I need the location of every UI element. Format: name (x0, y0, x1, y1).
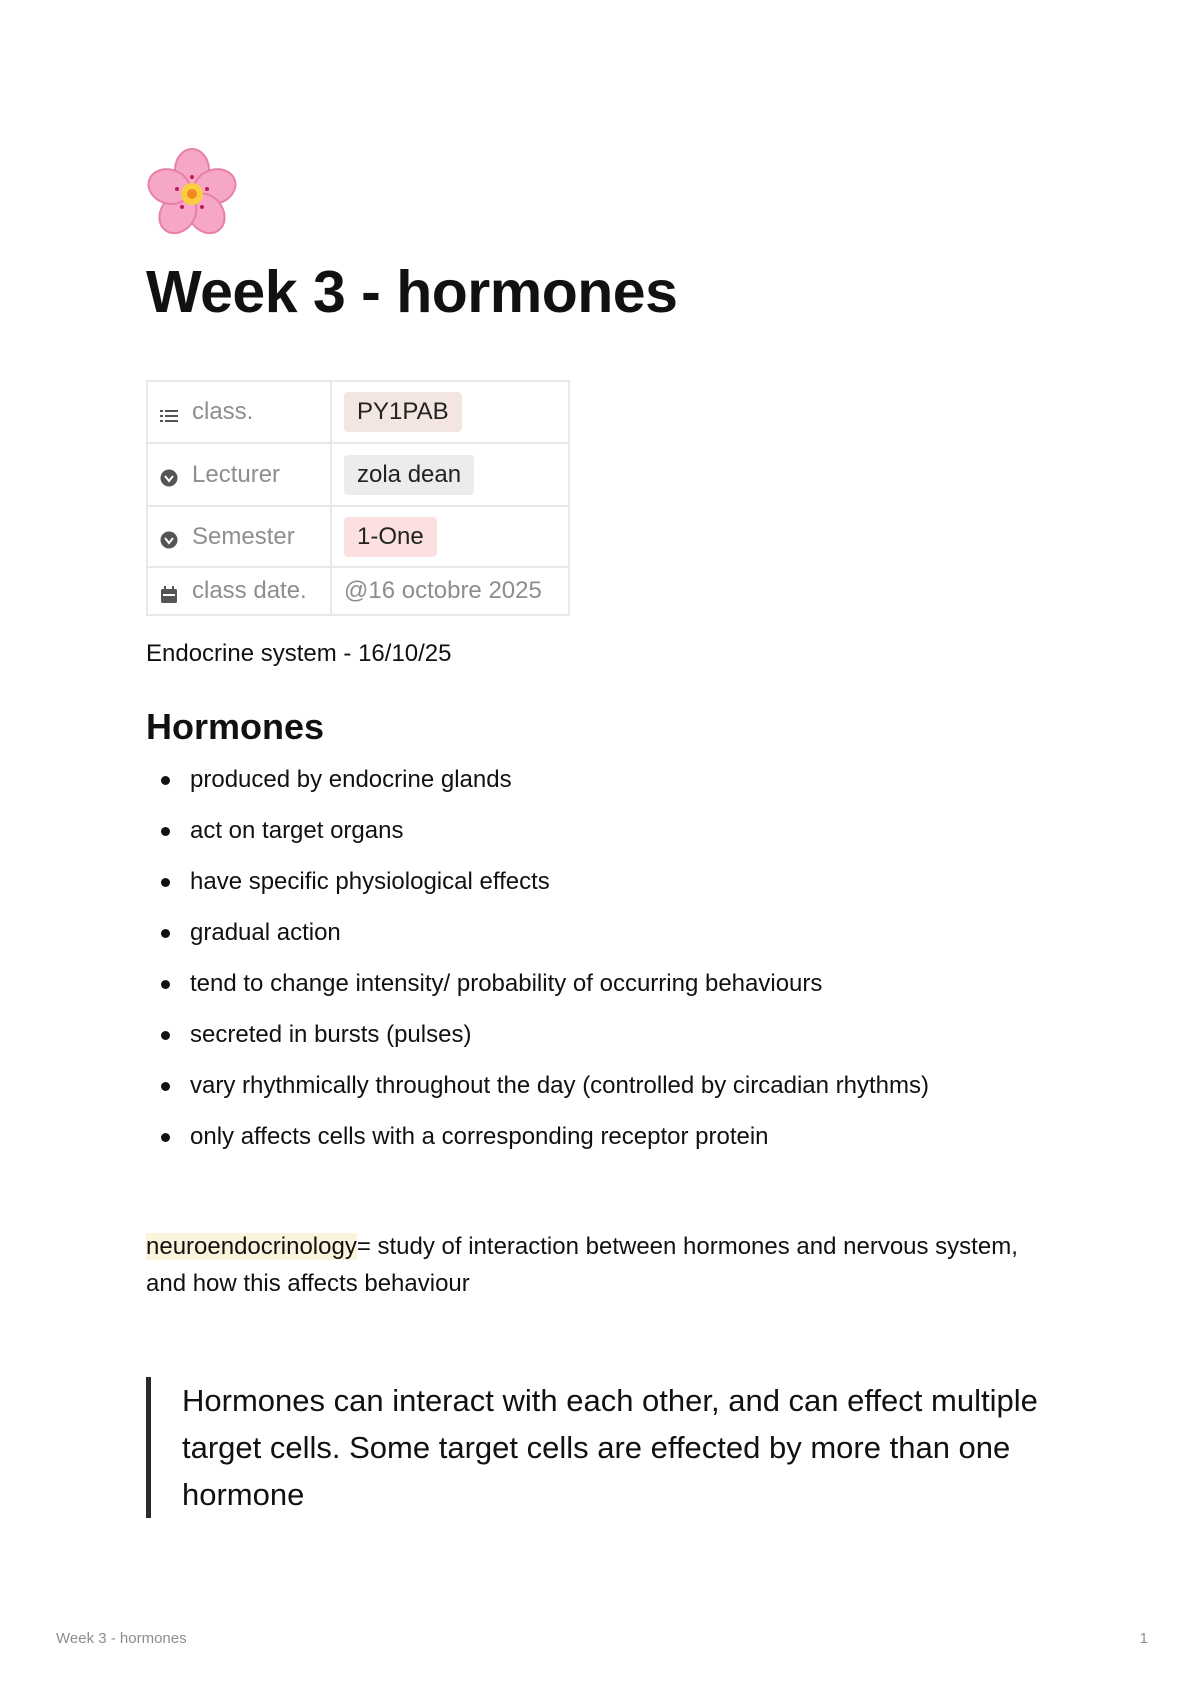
properties-table (146, 380, 570, 616)
list-item: act on target organs (146, 816, 929, 867)
class-tag[interactable]: PY1PAB (344, 392, 462, 432)
list-item: produced by endocrine glands (146, 765, 929, 816)
footer-title: Week 3 - hormones (56, 1630, 187, 1647)
property-name: Semester (192, 522, 295, 550)
cherry-blossom-icon (144, 146, 240, 242)
property-row-lecturer (147, 443, 569, 506)
page-title: Week 3 - hormones (146, 259, 678, 325)
semester-tag[interactable]: 1-One (344, 517, 437, 557)
list-item: have specific physiological effects (146, 867, 929, 918)
property-row-class (147, 381, 569, 443)
definition-text: = study of interaction between hormones and nervous system, and how this affects behaviour (146, 1233, 1018, 1297)
quote-block: Hormones can interact with each other, and can effect multiple target cells. Some target cells are effected by more than one hormone (146, 1377, 1082, 1518)
subtitle: Endocrine system - 16/10/25 (146, 640, 452, 667)
property-name-cell (147, 506, 331, 567)
property-value-cell[interactable] (331, 443, 569, 506)
list-item: secreted in bursts (pulses) (146, 1020, 929, 1071)
property-row-class-date (147, 567, 569, 615)
list-icon (160, 404, 178, 422)
definition-paragraph (146, 1228, 1046, 1302)
list-item: only affects cells with a corresponding receptor protein (146, 1122, 929, 1173)
highlighted-term: neuroendocrinology (146, 1233, 357, 1260)
property-value-cell[interactable] (331, 567, 569, 615)
section-heading: Hormones (146, 706, 325, 747)
select-icon (160, 466, 178, 484)
list-item: tend to change intensity/ probability of occurring behaviours (146, 969, 929, 1020)
property-name-cell (147, 381, 331, 443)
property-name: class date. (192, 577, 307, 604)
property-row-semester (147, 506, 569, 567)
property-name: class. (192, 398, 254, 425)
class-date-value[interactable]: @16 octobre 2025 (344, 577, 542, 604)
list-item: vary rhythmically throughout the day (controlled by circadian rhythms) (146, 1071, 929, 1122)
list-item: gradual action (146, 918, 929, 969)
property-name-cell (147, 443, 331, 506)
property-name-cell (147, 567, 331, 615)
page-number: 1 (1139, 1630, 1148, 1647)
property-value-cell[interactable] (331, 381, 569, 443)
property-name: Lecturer (192, 460, 281, 488)
calendar-icon (160, 583, 178, 601)
bullet-list (146, 765, 929, 1173)
lecturer-tag[interactable]: zola dean (344, 455, 474, 495)
property-value-cell[interactable] (331, 506, 569, 567)
select-icon (160, 528, 178, 546)
